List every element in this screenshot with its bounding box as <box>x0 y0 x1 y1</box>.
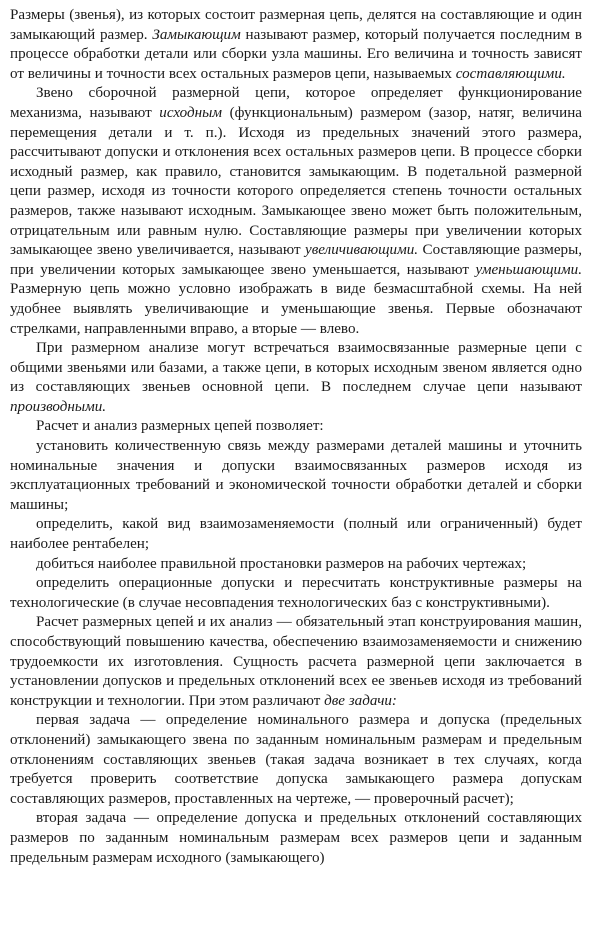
italic-term: две задачи: <box>324 692 397 709</box>
paragraph-4 <box>10 417 582 437</box>
paragraph-1 <box>10 6 582 84</box>
text-run: Звено сборочной размерной цепи, которое определяет функционирование механизма, называют <box>10 85 582 121</box>
text-run: добиться наиболее правильной простановки размеров на рабочих чертежах; <box>36 555 527 572</box>
text-run: вторая задача — определение допуска и предельных отклонений составляющих размеров по заданным номинальным размерам всех размеров цепи и заданным предельным размерам исходного (замыкающего) <box>10 810 582 866</box>
paragraph-10 <box>10 711 582 809</box>
text-run: Составляющие размеры, при увеличении которых замыкающее звено уменьшается, называют <box>10 242 582 278</box>
italic-term: увеличивающими. <box>305 242 419 259</box>
text-run: определить, какой вид взаимозаменяемости (полный или ограниченный) будет наиболее рентабелен; <box>10 516 582 553</box>
paragraph-9 <box>10 613 582 711</box>
text-run: Размерную цепь можно условно изображать в виде безмасштабной схемы. На ней удобнее выявлять увеличивающие и уменьшающие звенья. Первые обозначают стрелками, направленными вправо, а вторые — влево. <box>10 281 582 337</box>
italic-term: уменьшающими. <box>475 261 582 278</box>
italic-term: Замыкающим <box>152 26 241 43</box>
paragraph-7 <box>10 555 582 575</box>
text-run: называют размер, который получается последним в процессе обработки детали или сборки узла машины. Его величина и точность зависят от величины и точности всех остальных размеров цепи, называемых <box>10 26 582 82</box>
paragraph-5 <box>10 437 582 515</box>
paragraph-11 <box>10 809 582 868</box>
italic-term: исходным <box>159 104 222 121</box>
text-run: Расчет размерных цепей и их анализ — обязательный этап конструирования машин, способствующий повышению качества, обеспечению взаимозаменяемости и снижению трудоемкости их изготовления. Сущность расчета размерной цепи заключается в установлении допусков и предельных отклонений всех ее звеньев исходя из требований конструкции и технологии. При этом различают <box>10 614 582 709</box>
text-run: (функциональным) размером (зазор, натяг, величина перемещения детали и т. п.). Исходя из предельных значений этого размера, рассчитывают допуски и отклонения всех остальных размеров цепи. В процессе сборки исходный размер, как правило, становится замыкающим. В подетальной размерной цепи размер, исходя из точности которого определяется степень точности остальных размеров, также называют исходным. Замыкающее звено может быть положительным, отрицательным или равным нулю. Составляющие размеры при увеличении которых замыкающее звено увеличивается, называют <box>10 104 582 259</box>
paragraph-2 <box>10 84 582 339</box>
text-run: Расчет и анализ размерных цепей позволяет: <box>36 418 324 435</box>
paragraph-3 <box>10 339 582 417</box>
text-run: установить количественную связь между размерами деталей машины и уточнить номинальные значения и допуски взаимосвязанных размеров исходя из эксплуатационных требований и экономической точности обработки деталей и сборки машины; <box>10 438 582 513</box>
italic-term: производными. <box>10 398 107 415</box>
text-run: Размеры (звенья), из которых состоит размерная цепь, делятся на составляющие и один замыкающий размер. <box>10 7 582 43</box>
italic-term: составляющими. <box>455 65 566 82</box>
text-run: При размерном анализе могут встречаться взаимосвязанные размерные цепи с общими звеньями или базами, а также цепи, в которых исходным звеном является одно из составляющих звеньев основной цепи. В последнем случае цепи называют <box>10 340 582 396</box>
paragraph-8 <box>10 574 582 613</box>
text-run: первая задача — определение номинального размера и допуска (предельных отклонений) замыкающего звена по заданным номинальным размерам и предельным отклонениям составляющих звеньев (такая задача возникает в тех случаях, когда требуется проверить соответствие допуска замыкающего размера допускам составляющих размеров, проставленных на чертеже, — проверочный расчет); <box>10 712 582 807</box>
paragraph-6 <box>10 515 582 554</box>
text-run: определить операционные допуски и пересчитать конструктивные размеры на технологические (в случае несовпадения технологических баз с конструктивными). <box>10 575 582 611</box>
